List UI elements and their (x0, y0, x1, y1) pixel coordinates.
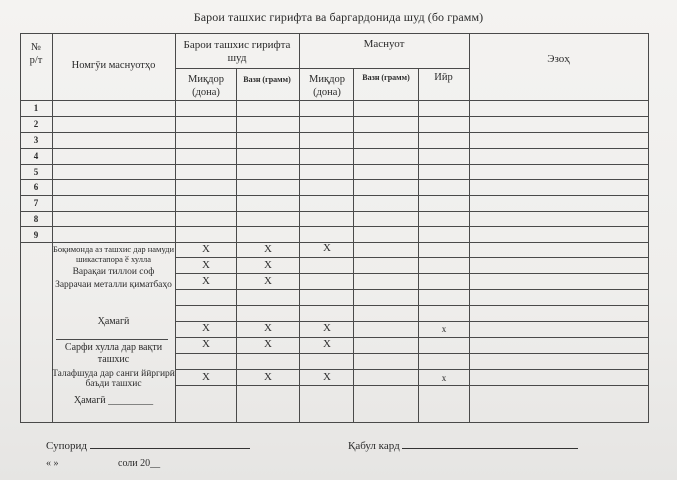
row-number: 8 (33, 214, 39, 224)
mark: X (202, 243, 210, 255)
row-number: 5 (33, 167, 39, 177)
receiver-field (348, 438, 578, 452)
supplier-field (46, 438, 250, 452)
mark: X (264, 275, 272, 287)
receiver-line (402, 438, 578, 449)
num-symbol: № (30, 42, 42, 53)
product-weight-header: Вазн (грамм) (362, 73, 410, 82)
mark: X (323, 338, 331, 350)
receiver-label: Қабул кард (348, 440, 400, 452)
col-num-header (20, 41, 52, 67)
col-notes-header: Эзоҳ (547, 53, 570, 65)
mark: X (323, 371, 331, 383)
row-number: 2 (33, 119, 39, 129)
mark: X (264, 322, 272, 334)
col-product-header: Маснуот (363, 38, 405, 50)
row-number: 7 (33, 198, 39, 208)
summary-gold-leaf-label: Варақаи тиллои соф (72, 267, 155, 277)
product-wear-header: Иӣр (434, 72, 453, 83)
mark: X (202, 259, 210, 271)
mark: X (264, 371, 272, 383)
summary-total-label: Ҳамагӣ (97, 316, 130, 327)
mark: X (202, 371, 210, 383)
mark: X (202, 322, 210, 334)
mark: X (264, 338, 272, 350)
mark: X (323, 242, 331, 254)
mark: X (202, 275, 210, 287)
taken-weight-header: Вазн (грамм) (243, 75, 291, 84)
row-number: 1 (33, 103, 39, 113)
row-number: 4 (33, 151, 39, 161)
product-qty-header: Миқдор (дона) (309, 74, 345, 98)
row-number: 9 (33, 230, 39, 240)
summary-spent-label: Сарфи хулла дар вақти ташхис (64, 342, 163, 365)
summary-total2-label: Ҳамагӣ _________ (73, 395, 154, 406)
mark: X (202, 338, 210, 350)
taken-qty-header: Миқдор (дона) (188, 74, 224, 98)
mark: X (264, 243, 272, 255)
date-quotes: « » (46, 458, 59, 469)
summary-loss-label: Талафшуда дар санги йӣргирӣ баъди ташхис (52, 369, 175, 389)
num-sub: р/т (29, 55, 43, 66)
mark: x (441, 373, 447, 383)
summary-particles-label: Заррачаи металли қиматбаҳо (55, 280, 172, 290)
mark: X (323, 322, 331, 334)
form-title: Барои ташхис гирифта ва баргардонида шуд (бо грамм) (193, 10, 484, 24)
date-year: соли 20__ (118, 458, 161, 469)
mark: X (264, 259, 272, 271)
row-number: 6 (33, 182, 39, 192)
col-name-header: Номгӯи маснуотҳо (71, 60, 156, 71)
col-taken-header: Барои ташхис гирифта шуд (183, 39, 291, 64)
mark: x (441, 324, 447, 334)
supplier-line (90, 438, 250, 449)
summary-remainder-label: Боқимонда аз ташхис дар намуди шикастапора ӗ хулла (52, 244, 175, 264)
assay-table (20, 33, 677, 423)
supplier-label: Супорид (46, 440, 87, 452)
row-number: 3 (33, 135, 39, 145)
